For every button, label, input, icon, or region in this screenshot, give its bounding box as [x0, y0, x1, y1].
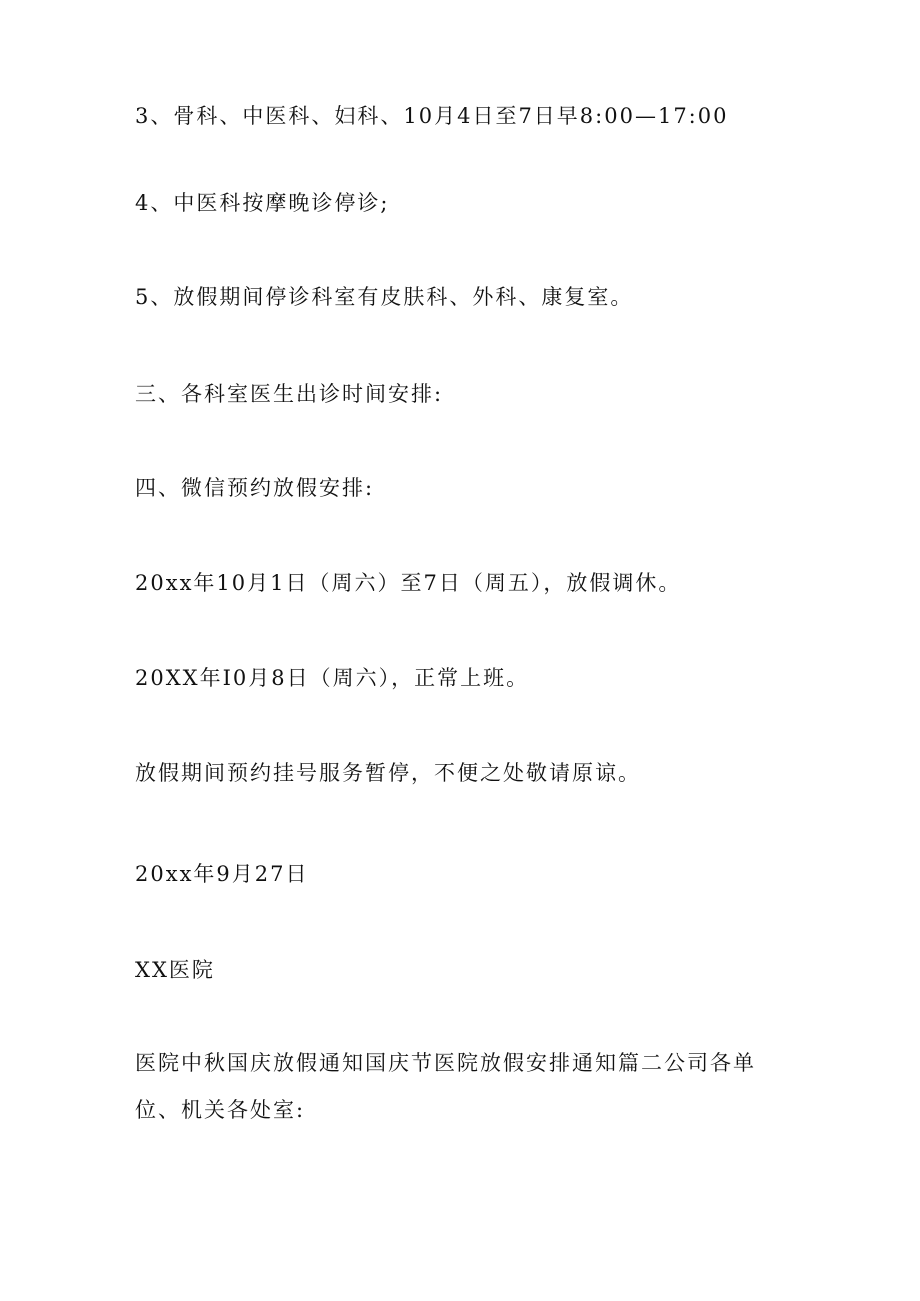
notice-date: 20xx年9月27日	[135, 862, 309, 886]
issuer-name: XX医院	[135, 958, 215, 982]
paragraph-holiday-dates: 20xx年10月1日（周六）至7日（周五），放假调休。	[135, 571, 682, 595]
paragraph-booking-suspended: 放假期间预约挂号服务暂停，不便之处敬请原谅。	[135, 761, 641, 785]
section-heading-wechat-booking: 四、微信预约放假安排:	[135, 476, 375, 500]
paragraph-second-notice-addressees: 位、机关各处室:	[135, 1098, 306, 1122]
paragraph-tcm-massage-evening-closed: 4、中医科按摩晚诊停诊;	[135, 191, 390, 215]
paragraph-second-notice-title: 医院中秋国庆放假通知国庆节医院放假安排通知篇二公司各单	[135, 1051, 756, 1075]
section-heading-doctor-schedule: 三、各科室医生出诊时间安排:	[135, 382, 444, 406]
paragraph-closed-departments: 5、放假期间停诊科室有皮肤科、外科、康复室。	[135, 285, 634, 309]
paragraph-return-to-work: 20XX年I0月8日（周六），正常上班。	[135, 666, 530, 690]
paragraph-orthopedics-tcm-gynecology-hours: 3、骨科、中医科、妇科、10月4日至7日早8:00—17:00	[135, 104, 729, 128]
